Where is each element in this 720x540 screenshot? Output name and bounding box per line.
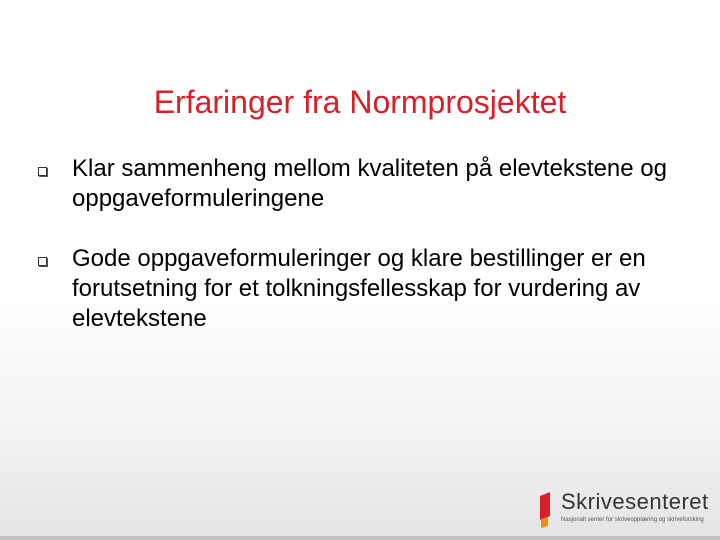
checkbox-bullet-icon bbox=[38, 257, 47, 266]
bullet-item bbox=[0, 154, 720, 214]
logo-name: Skrivesenteret bbox=[561, 489, 709, 514]
slide-title: Erfaringer fra Normprosjektet bbox=[153, 84, 567, 120]
bottom-bar bbox=[0, 536, 720, 540]
bullet-text: Gode oppgaveformuleringer og klare bestillinger er en forutsetning for et tolkningsfellesskap for vurdering av elevtekstene bbox=[72, 245, 646, 332]
checkbox-bullet-icon bbox=[38, 167, 47, 176]
logo-tagline: Nasjonalt senter for skriveopplæring og skriveforsking bbox=[561, 517, 704, 523]
bullet-item bbox=[0, 244, 720, 334]
bullet-text: Klar sammenheng mellom kvaliteten på elevtekstene og oppgaveformuleringene bbox=[72, 155, 667, 212]
skrivesenteret-logo-icon bbox=[537, 492, 553, 528]
logo bbox=[537, 490, 707, 530]
bullet-list bbox=[0, 154, 720, 334]
